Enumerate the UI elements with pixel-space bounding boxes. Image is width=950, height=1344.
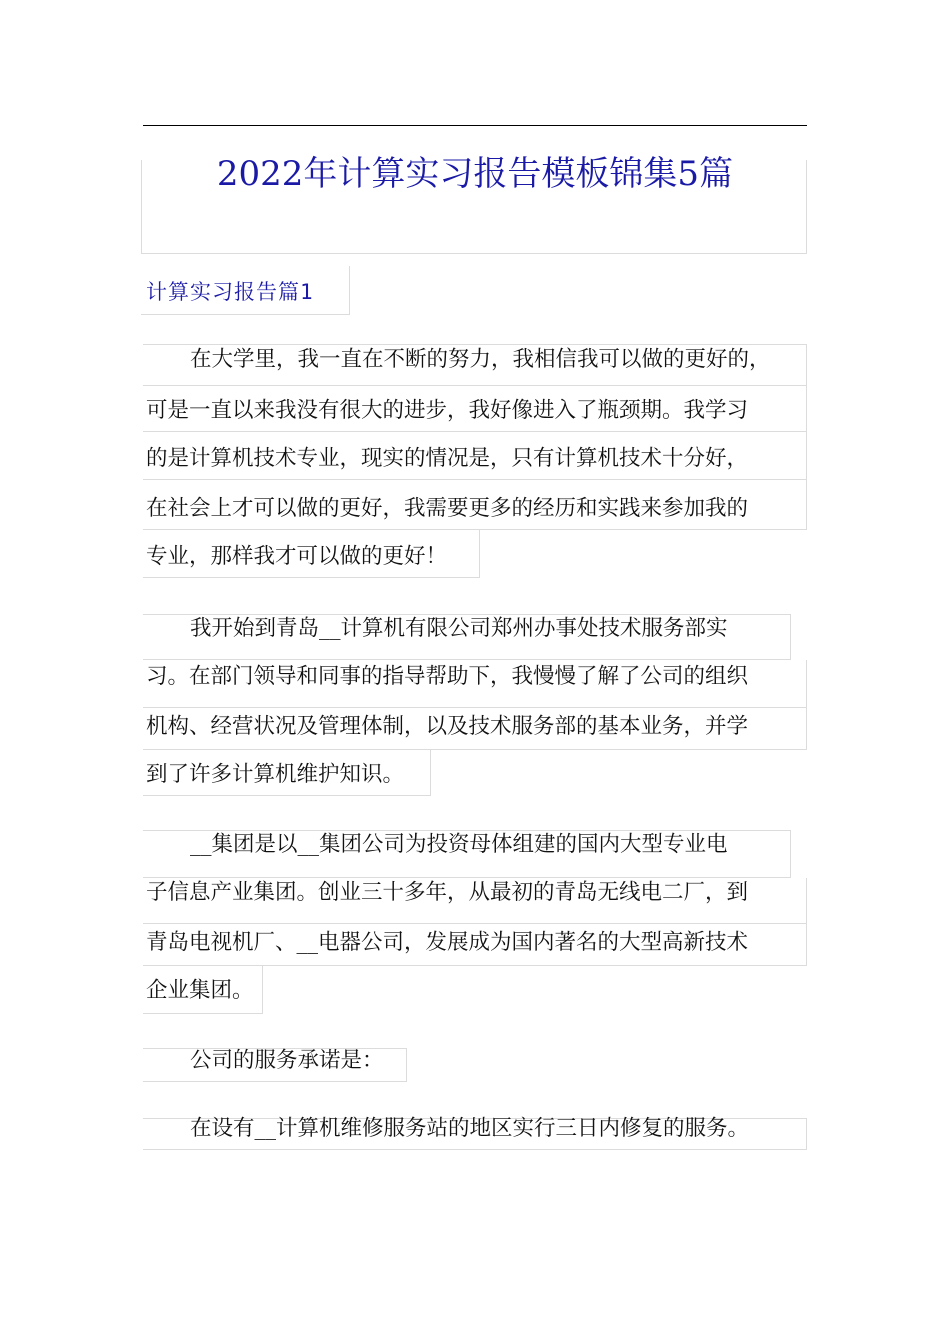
paragraph-1-line-4: 在社会上才可以做的更好，我需要更多的经历和实践来参加我的 [146,496,749,521]
paragraph-3-line-1: __集团是以__集团公司为投资母体组建的国内大型专业电 [190,832,728,857]
section-heading: 计算实习报告篇1 [146,280,314,304]
top-rule [143,125,807,126]
paragraph-2-line-3: 机构、经营状况及管理体制，以及技术服务部的基本业务，并学 [146,714,749,739]
paragraph-3-line-3: 青岛电视机厂、__电器公司，发展成为国内著名的大型高新技术 [146,930,749,955]
paragraph-2-line-1: 我开始到青岛__计算机有限公司郑州办事处技术服务部实 [190,616,728,641]
paragraph-4-line-1: 公司的服务承诺是： [190,1048,384,1073]
paragraph-3-line-4: 企业集团。 [146,978,254,1003]
paragraph-2-line-2: 习。在部门领导和同事的指导帮助下，我慢慢了解了公司的组织 [146,664,749,689]
paragraph-5-line-1: 在设有__计算机维修服务站的地区实行三日内修复的服务。 [190,1116,750,1141]
paragraph-2-line-4: 到了许多计算机维护知识。 [146,762,405,787]
paragraph-1-line-1: 在大学里，我一直在不断的努力，我相信我可以做的更好的， [190,347,771,372]
paragraph-1-line-2: 可是一直以来我没有很大的进步，我好像进入了瓶颈期。我学习 [146,398,749,423]
paragraph-1-line-3: 的是计算机技术专业，现实的情况是，只有计算机技术十分好， [146,446,749,471]
paragraph-1-line-5: 专业，那样我才可以做的更好！ [146,544,448,569]
paragraph-3-line-2: 子信息产业集团。创业三十多年，从最初的青岛无线电二厂，到 [146,880,749,905]
document-title: 2022年计算实习报告模板锦集5篇 [216,154,734,194]
